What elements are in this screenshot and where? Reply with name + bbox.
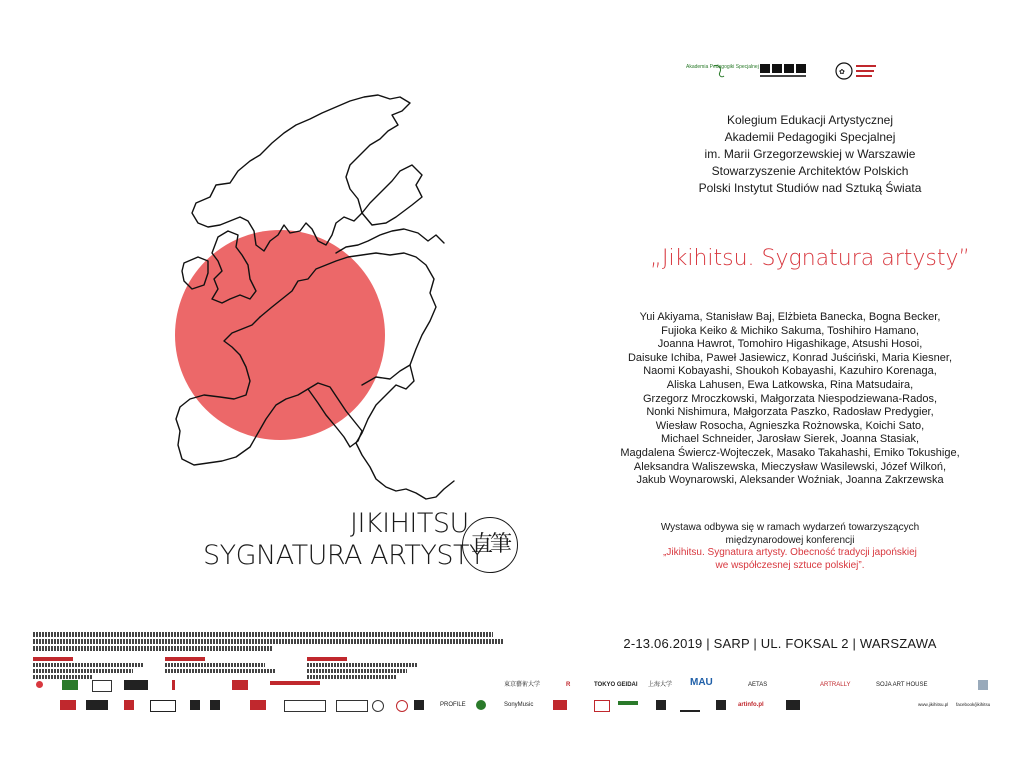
- credits-column: [165, 657, 285, 679]
- partner-logo: [553, 700, 567, 710]
- aps-logo-text: Akademia Pedagogiki Specjalnej: [686, 64, 759, 70]
- artists-line: Magdalena Świercz-Wojteczek, Masako Takahashi, Emiko Tokushige,: [620, 446, 960, 459]
- psisw-logo-icon: [834, 60, 882, 82]
- artists-line: Nonki Nishimura, Małgorzata Paszko, Radosław Predygier,: [646, 406, 934, 419]
- artists-line: Yui Akiyama, Stanisław Baj, Elżbieta Banecka, Bogna Becker,: [639, 311, 941, 323]
- soja-art-house-logo: SOJA ART HOUSE: [876, 682, 928, 688]
- artists-list: [560, 311, 1020, 488]
- red-sun-circle: [175, 230, 385, 440]
- artists-line: Michael Schneider, Jarosław Sierek, Joanna Stasiak,: [660, 433, 920, 446]
- partner-logo: [786, 700, 800, 710]
- conference-title-line: we współczesnej sztuce polskiej”.: [715, 559, 865, 571]
- artinfo-logo: artinfo.pl: [738, 702, 764, 708]
- artists-line: Fujioka Keiko & Michiko Sakuma, Toshihiro Hamano,: [661, 324, 919, 337]
- artists-line: Aliska Lahusen, Ewa Latkowska, Rina Matsudaira,: [666, 378, 914, 391]
- partner-logo: [190, 700, 200, 710]
- exhibition-title: „Jikihitsu. Sygnatura artysty”: [650, 246, 970, 271]
- partner-logo: [270, 681, 320, 685]
- jikihitsu-seal-logo: 直筆: [462, 517, 518, 573]
- partner-logo: [172, 680, 215, 690]
- aps-logo: [682, 60, 759, 82]
- partner-logo: [92, 680, 112, 692]
- partner-logo: [618, 701, 638, 705]
- organizers-block: [600, 112, 1020, 197]
- artists-line: Naomi Kobayashi, Shoukoh Kobayashi, Kazuhiro Korenaga,: [643, 365, 937, 378]
- partner-logo: [978, 680, 988, 690]
- r-logo: R: [566, 682, 571, 688]
- partner-logo: [414, 700, 424, 710]
- svg-text:✿: ✿: [839, 68, 845, 76]
- shanghai-university-logo: 上海大学: [648, 682, 673, 688]
- dates-venue: 2-13.06.2019 | SARP | UL. FOKSAL 2 | WARSZAWA: [623, 636, 937, 651]
- organizer-line: im. Marii Grzegorzewskiej w Warszawie: [704, 147, 916, 161]
- tokyo-geidai-kanji-logo: 東京藝術大学: [504, 682, 541, 688]
- artists-line: Joanna Hawrot, Tomohiro Higashikage, Atsushi Hosoi,: [657, 338, 923, 351]
- finland-outline: [362, 165, 422, 225]
- credits-column: [33, 657, 143, 679]
- partner-logo: [232, 680, 248, 690]
- organizer-line: Polski Instytut Studiów nad Sztuką Świata: [698, 181, 922, 195]
- credits-line: [33, 646, 273, 651]
- partner-logo: [150, 700, 176, 712]
- tokyo-geidai-logo: TOKYO GEIDAI: [594, 682, 638, 688]
- artists-line: Aleksandra Waliszewska, Mieczysław Wasilewski, Józef Wilkoń,: [633, 460, 947, 473]
- organizer-line: Akademii Pedagogiki Specjalnej: [724, 130, 896, 144]
- mau-logo: MAU: [690, 677, 713, 688]
- partner-logo: [656, 700, 666, 710]
- partner-logo: [396, 700, 408, 712]
- partner-logo: [594, 700, 610, 712]
- conference-note: [600, 522, 980, 572]
- partner-logo: [372, 700, 384, 712]
- note-line: Wystawa odbywa się w ramach wydarzeń towarzyszących: [660, 522, 920, 533]
- partner-logo: [716, 700, 726, 710]
- partner-logo: [86, 700, 108, 710]
- credits-column: [307, 657, 417, 679]
- credits-line: [33, 639, 503, 644]
- partner-logo: [124, 680, 148, 690]
- artists-line: Daisuke Ichiba, Paweł Jasiewicz, Konrad Juściński, Maria Kiesner,: [627, 351, 953, 364]
- europe-map-illustration: [100, 85, 480, 505]
- partner-logo-dot: [36, 681, 43, 688]
- conference-title-line: „Jikihitsu. Sygnatura artysty. Obecność tradycji japońskiej: [663, 547, 917, 559]
- facebook-link[interactable]: facebook/jikihitsu: [956, 702, 991, 707]
- note-line: międzynarodowej konferencji: [725, 534, 855, 546]
- partner-logo: [476, 700, 486, 710]
- aetas-logo: AETAS: [748, 682, 768, 688]
- artists-line: Grzegorz Mroczkowski, Małgorzata Niespodziewana-Rados,: [642, 392, 938, 405]
- title-line-2: SYGNATURA ARTYSTY: [203, 540, 485, 571]
- credits-small-print: [33, 632, 523, 679]
- credits-line: [33, 632, 493, 637]
- organizer-line: Stowarzyszenie Architektów Polskich: [711, 164, 909, 178]
- partner-logo: [60, 700, 76, 710]
- baltic-coast: [336, 229, 444, 253]
- partner-logo: [680, 700, 700, 712]
- sarp-logo-icon: [758, 62, 812, 80]
- profile-logo: PROFILE: [440, 702, 466, 708]
- aps-logo-icon: [684, 62, 759, 80]
- psisw-logo: [834, 60, 882, 82]
- scandinavia-outline: [192, 95, 410, 251]
- sarp-logo: [758, 60, 812, 82]
- partner-logo: [124, 700, 134, 710]
- partner-logo: [62, 680, 78, 690]
- partner-logo: [250, 700, 266, 710]
- website-link[interactable]: www.jikihitsu.pl: [918, 702, 949, 707]
- partner-logo: [210, 700, 220, 710]
- artists-line: Wiesław Rosocha, Agnieszka Rożnowska, Koichi Sato,: [655, 419, 925, 432]
- partner-logo: [336, 700, 368, 712]
- partner-logo: [284, 700, 326, 712]
- sony-music-logo: SonyMusic: [504, 702, 534, 708]
- artists-line: Jakub Woynarowski, Aleksander Woźniak, Joanna Zakrzewska: [636, 474, 944, 487]
- title-line-1: JIKIHITSU: [350, 508, 469, 539]
- organizer-line: Kolegium Edukacji Artystycznej: [726, 113, 894, 127]
- artrally-logo: ARTRALLY: [820, 682, 851, 688]
